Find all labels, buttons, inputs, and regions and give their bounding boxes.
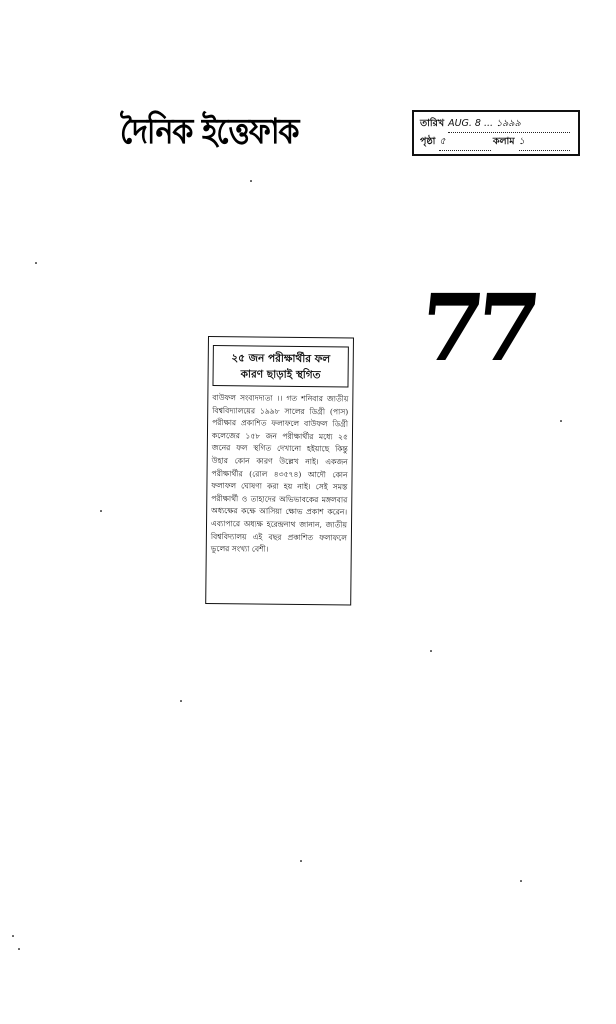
scan-speck [12, 935, 14, 937]
clipping-headline-line1: ২৫ জন পরীক্ষার্থীর ফল [231, 352, 331, 366]
newspaper-clipping [205, 336, 354, 606]
scan-speck [180, 700, 182, 702]
stamp-date-label: তারিখ [420, 118, 445, 129]
stamp-page-row [420, 133, 572, 151]
scan-speck [250, 180, 252, 182]
scan-speck [18, 948, 20, 950]
stamp-page-value: ৫ [439, 133, 490, 151]
scan-speck [520, 880, 522, 882]
scan-speck [35, 262, 37, 264]
stamp-column-label: কলাম [492, 136, 515, 147]
clipping-headline-line2: কারণ ছাড়াই স্থগিত [240, 368, 321, 382]
clipping-body-text: বাউফল সংবাদদাতা ।। গত শনিবার জাতীয় বিশ্ববিদ্যালয়ের ১৯৯৮ সালের ডিগ্রী (পাস) পরীক্ষার প্রকাশিত ফলাফলে বাউফল ডিগ্রী কলেজের ১৫৮ জন পরীক্ষার্থীর মধ্যে ২৫ জনের ফল স্থগিত দেখানো হইয়াছে কিন্তু উহার কোন কারণ উল্লেখ নাই। একজন পরীক্ষার্থীর (রোল ৪৩৫৭৪) আদৌ কোন ফলাফল ঘোষণা করা হয় নাই। সেই সমস্ত পরীক্ষার্থী ও তাহাদের অভিভাবকের মঙ্গলবার অধ্যক্ষের কক্ষে আসিয়া ক্ষোভ প্রকাশ করেন। এব্যাপারে অধ্যক্ষ হরেন্দ্রনাথ জানান, জাতীয় বিশ্ববিদ্যালয় এই বছর প্রকাশিত ফলাফলে ভুলের সংখ্যা বেশী। [210, 393, 349, 554]
stamp-page-label: পৃষ্ঠা [420, 136, 436, 147]
clipping-headline [212, 345, 348, 387]
stamp-date-row [420, 115, 572, 133]
scan-speck [430, 650, 432, 652]
stamp-date-value: AUG. 8 ... ১৯৯৯ [448, 115, 570, 133]
scan-speck [300, 860, 302, 862]
handwritten-page-number: 77 [414, 274, 538, 382]
scan-speck [560, 420, 562, 422]
newspaper-masthead: দৈনিক ইত্তেফাক [120, 112, 299, 153]
scan-speck [100, 510, 102, 512]
archive-stamp [412, 110, 580, 156]
stamp-column-value: ১ [519, 133, 570, 151]
